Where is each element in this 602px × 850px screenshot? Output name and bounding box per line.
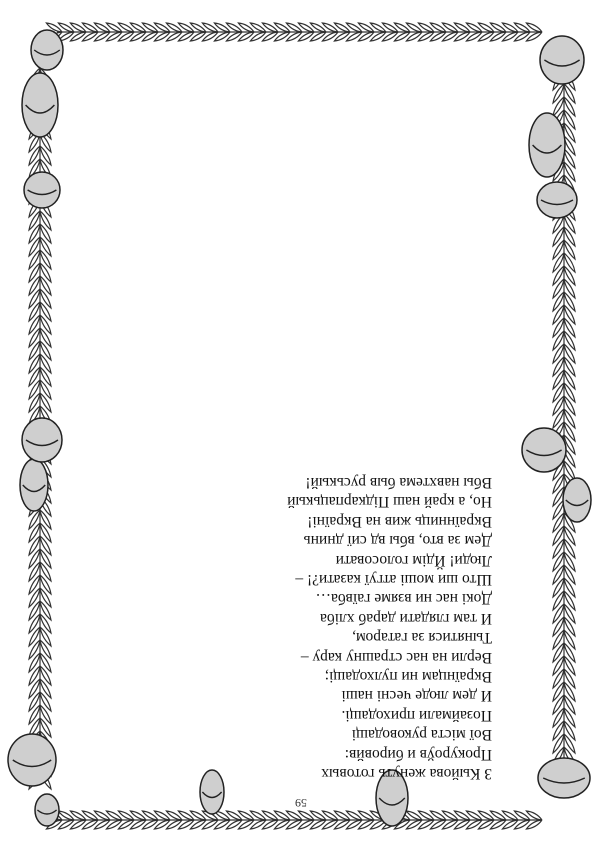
wheat-ear-icon bbox=[564, 422, 575, 441]
wheat-ear-icon bbox=[564, 565, 575, 584]
wheat-ear-icon bbox=[553, 513, 564, 532]
poem-line: Што ши моші атгуї казати?! – bbox=[295, 570, 492, 588]
wheat-ear-icon bbox=[553, 708, 564, 727]
wheat-ear-icon bbox=[553, 617, 564, 636]
wheat-ear-icon bbox=[29, 315, 40, 334]
wheat-ear-icon bbox=[564, 97, 575, 116]
wheat-ear-icon bbox=[553, 630, 564, 649]
wheat-ear-icon bbox=[564, 461, 575, 480]
wheat-ear-icon bbox=[40, 562, 51, 581]
poem-line: Вбы навхтема быв руськый! bbox=[305, 473, 492, 491]
wheat-ear-icon bbox=[29, 367, 40, 386]
wheat-ear-icon bbox=[40, 250, 51, 269]
easter-egg-icon bbox=[20, 459, 48, 511]
wheat-ear-icon bbox=[40, 718, 51, 737]
wheat-ear-icon bbox=[553, 500, 564, 519]
wheat-ear-icon bbox=[29, 549, 40, 568]
wheat-ear-icon bbox=[553, 253, 564, 272]
wheat-ear-icon bbox=[553, 669, 564, 688]
wheat-ear-icon bbox=[40, 289, 51, 308]
wheat-ear-icon bbox=[553, 97, 564, 116]
easter-egg-icon bbox=[563, 478, 591, 522]
wheat-ear-icon bbox=[553, 357, 564, 376]
wheat-ear-icon bbox=[29, 666, 40, 685]
easter-egg-icon bbox=[540, 36, 584, 84]
wheat-ear-icon bbox=[564, 149, 575, 168]
wheat-ear-icon bbox=[553, 656, 564, 675]
wheat-ear-icon bbox=[29, 380, 40, 399]
wheat-ear-icon bbox=[553, 279, 564, 298]
easter-egg-icon bbox=[22, 73, 58, 137]
wheat-ear-icon bbox=[40, 328, 51, 347]
wheat-ear-icon bbox=[40, 237, 51, 256]
wheat-ear-icon bbox=[553, 84, 564, 103]
wheat-ear-icon bbox=[564, 526, 575, 545]
wheat-ear-icon bbox=[40, 146, 51, 165]
poem-line: Верли на нас страшну кару – bbox=[300, 648, 492, 666]
wheat-ear-icon bbox=[29, 302, 40, 321]
wheat-ear-icon bbox=[564, 734, 575, 753]
wheat-ear-icon bbox=[564, 695, 575, 714]
wheat-ear-icon bbox=[29, 692, 40, 711]
wheat-ear-icon bbox=[553, 227, 564, 246]
wheat-ear-icon bbox=[553, 552, 564, 571]
poem-line: Докі нас ни взяме гаївба… bbox=[315, 590, 492, 608]
wheat-ear-icon bbox=[29, 237, 40, 256]
wheat-ear-icon bbox=[564, 604, 575, 623]
wheat-ear-icon bbox=[553, 383, 564, 402]
wheat-ear-icon bbox=[40, 666, 51, 685]
wheat-ear-icon bbox=[553, 695, 564, 714]
wheat-ear-icon bbox=[29, 328, 40, 347]
easter-egg-icon bbox=[522, 428, 566, 472]
wheat-ear-icon bbox=[40, 523, 51, 542]
wheat-ear-icon bbox=[564, 318, 575, 337]
wheat-ear-icon bbox=[553, 721, 564, 740]
wheat-ear-icon bbox=[553, 240, 564, 259]
wheat-ear-icon bbox=[553, 734, 564, 753]
wheat-ear-icon bbox=[29, 562, 40, 581]
wheat-ear-icon bbox=[564, 84, 575, 103]
wheat-ear-icon bbox=[29, 250, 40, 269]
wheat-ear-icon bbox=[564, 110, 575, 129]
poem-line: Тынятися за гатаром, bbox=[352, 629, 492, 647]
wheat-ear-icon bbox=[553, 682, 564, 701]
wheat-ear-icon bbox=[564, 617, 575, 636]
wheat-ear-icon bbox=[40, 315, 51, 334]
wheat-ear-icon bbox=[40, 302, 51, 321]
wheat-ear-icon bbox=[29, 393, 40, 412]
wheat-ear-icon bbox=[553, 474, 564, 493]
wheat-ear-icon bbox=[40, 263, 51, 282]
wheat-ear-icon bbox=[564, 227, 575, 246]
wheat-ear-icon bbox=[564, 591, 575, 610]
wheat-ear-icon bbox=[40, 692, 51, 711]
wheat-ear-icon bbox=[29, 289, 40, 308]
wheat-ear-icon bbox=[29, 211, 40, 230]
wheat-ear-icon bbox=[564, 240, 575, 259]
wheat-ear-icon bbox=[40, 679, 51, 698]
wheat-ear-icon bbox=[553, 526, 564, 545]
wheat-ear-icon bbox=[40, 393, 51, 412]
poem-line: И дем люде чесні наші bbox=[341, 687, 492, 705]
poem-line: Вкраїнниць жив на Вкраїні! bbox=[307, 512, 492, 530]
poem-line: И там глядати дараб хліба bbox=[319, 609, 492, 627]
wheat-ear-icon bbox=[564, 370, 575, 389]
wheat-ear-icon bbox=[564, 344, 575, 363]
wheat-ear-icon bbox=[40, 705, 51, 724]
wheat-ear-icon bbox=[564, 643, 575, 662]
poem-line: Люди! Йдім голосовати bbox=[335, 551, 492, 569]
wheat-ear-icon bbox=[553, 539, 564, 558]
wheat-ear-icon bbox=[553, 305, 564, 324]
poem-line: Прокуроўв и бировйв: bbox=[344, 745, 492, 763]
wheat-ear-icon bbox=[29, 679, 40, 698]
wheat-ear-icon bbox=[29, 640, 40, 659]
wheat-ear-icon bbox=[553, 370, 564, 389]
easter-egg-icon bbox=[537, 182, 577, 218]
wheat-ear-icon bbox=[29, 224, 40, 243]
poem-line: Позаймали приходащі. bbox=[341, 706, 492, 724]
wheat-ear-icon bbox=[29, 146, 40, 165]
wheat-ear-icon bbox=[564, 656, 575, 675]
poem-line: Вкраїнцам ни пулходащі; bbox=[324, 667, 492, 685]
wheat-ear-icon bbox=[564, 123, 575, 142]
wheat-ear-icon bbox=[29, 601, 40, 620]
wheat-ear-icon bbox=[40, 367, 51, 386]
wheat-ear-icon bbox=[553, 643, 564, 662]
wheat-ear-icon bbox=[40, 510, 51, 529]
wheat-ear-icon bbox=[564, 708, 575, 727]
wheat-ear-icon bbox=[564, 331, 575, 350]
wheat-ear-icon bbox=[40, 354, 51, 373]
wheat-ear-icon bbox=[564, 539, 575, 558]
wheat-ear-icon bbox=[553, 565, 564, 584]
wheat-ear-icon bbox=[29, 627, 40, 646]
wheat-ear-icon bbox=[564, 552, 575, 571]
poem-line: Дем за вто, вбы вд сиї днинь bbox=[303, 532, 492, 550]
wheat-ear-icon bbox=[40, 536, 51, 555]
wheat-ear-icon bbox=[564, 162, 575, 181]
page-number: 59 bbox=[295, 796, 307, 810]
wheat-ear-icon bbox=[29, 263, 40, 282]
easter-egg-icon bbox=[24, 172, 60, 208]
wheat-ear-icon bbox=[564, 409, 575, 428]
wheat-ear-icon bbox=[553, 487, 564, 506]
wheat-ear-icon bbox=[564, 396, 575, 415]
wheat-ear-icon bbox=[553, 318, 564, 337]
wheat-ear-icon bbox=[40, 341, 51, 360]
wheat-ear-icon bbox=[40, 588, 51, 607]
wheat-ear-icon bbox=[564, 578, 575, 597]
wheat-ear-icon bbox=[564, 383, 575, 402]
wheat-ear-icon bbox=[564, 721, 575, 740]
wheat-ear-icon bbox=[40, 601, 51, 620]
wheat-ear-icon bbox=[553, 396, 564, 415]
wheat-ear-icon bbox=[29, 705, 40, 724]
wheat-ear-icon bbox=[564, 682, 575, 701]
easter-egg-icon bbox=[31, 30, 63, 70]
wheat-ear-icon bbox=[553, 604, 564, 623]
wheat-ear-icon bbox=[29, 614, 40, 633]
wheat-ear-icon bbox=[553, 578, 564, 597]
wheat-ear-icon bbox=[40, 276, 51, 295]
wheat-ear-icon bbox=[564, 669, 575, 688]
wheat-ear-icon bbox=[29, 510, 40, 529]
easter-egg-icon bbox=[538, 758, 590, 798]
wheat-ear-icon bbox=[40, 614, 51, 633]
wheat-ear-icon bbox=[40, 224, 51, 243]
wheat-ear-icon bbox=[40, 380, 51, 399]
poem-line: Вої міста руководащі bbox=[351, 726, 492, 744]
wheat-ear-icon bbox=[553, 344, 564, 363]
wheat-ear-icon bbox=[553, 331, 564, 350]
wheat-ear-icon bbox=[553, 266, 564, 285]
easter-egg-icon bbox=[22, 418, 62, 462]
wheat-ear-icon bbox=[29, 588, 40, 607]
wheat-ear-icon bbox=[40, 627, 51, 646]
wheat-ear-icon bbox=[40, 211, 51, 230]
wheat-ear-icon bbox=[29, 341, 40, 360]
wheat-ear-icon bbox=[40, 575, 51, 594]
poem-text bbox=[112, 473, 492, 784]
wheat-ear-icon bbox=[29, 354, 40, 373]
poem-line: Но, а край наш Підкарпацькый bbox=[287, 493, 492, 511]
wheat-ear-icon bbox=[564, 357, 575, 376]
wheat-ear-icon bbox=[564, 279, 575, 298]
wheat-ear-icon bbox=[564, 292, 575, 311]
wheat-ear-icon bbox=[40, 640, 51, 659]
wheat-ear-icon bbox=[29, 575, 40, 594]
wheat-ear-icon bbox=[564, 253, 575, 272]
poem-line: З Кыйова женуть готовых bbox=[321, 765, 492, 782]
wheat-ear-icon bbox=[553, 591, 564, 610]
wheat-ear-icon bbox=[553, 409, 564, 428]
wheat-ear-icon bbox=[29, 536, 40, 555]
wheat-ear-icon bbox=[29, 523, 40, 542]
wheat-ear-icon bbox=[564, 266, 575, 285]
wheat-ear-icon bbox=[40, 549, 51, 568]
easter-egg-icon bbox=[8, 734, 56, 786]
easter-egg-icon bbox=[529, 113, 565, 177]
wheat-ear-icon bbox=[564, 305, 575, 324]
wheat-ear-icon bbox=[553, 292, 564, 311]
wheat-ear-icon bbox=[29, 653, 40, 672]
wheat-ear-icon bbox=[29, 276, 40, 295]
wheat-ear-icon bbox=[40, 653, 51, 672]
wheat-ear-icon bbox=[564, 630, 575, 649]
